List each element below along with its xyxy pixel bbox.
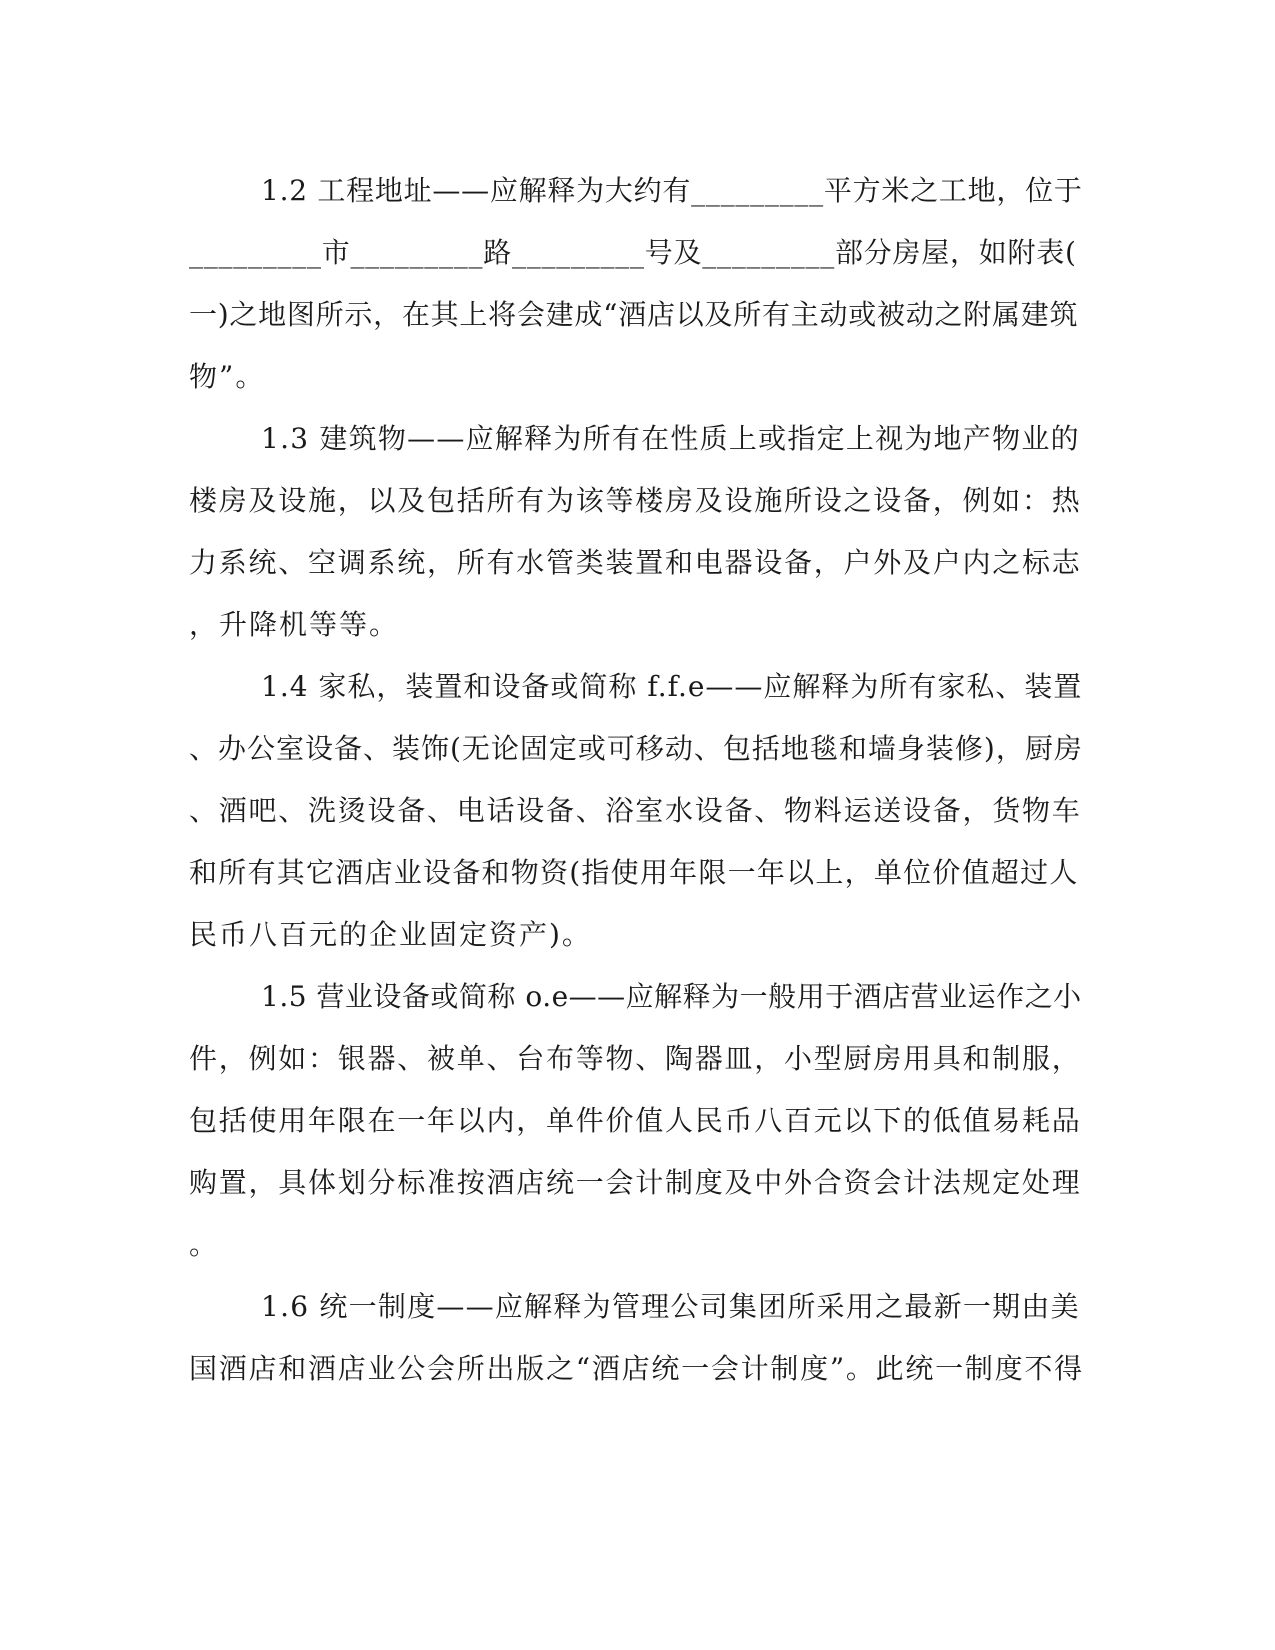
paragraph-line: _________市_________路_________号及_________部分房屋，如附表(: [189, 236, 1077, 269]
paragraph-start-line: 1.4 家私，装置和设备或简称 f.f.e——应解释为所有家私、装置: [261, 670, 1083, 703]
paragraph-line: 力系统、空调系统，所有水管类装置和电器设备，户外及户内之标志: [189, 546, 1082, 579]
paragraph-line: 购置，具体划分标准按酒店统一会计制度及中外合资会计法规定处理: [189, 1166, 1082, 1199]
paragraph-line: 物”。: [189, 360, 266, 393]
paragraph-start-line: 1.3 建筑物——应解释为所有在性质上或指定上视为地产物业的: [261, 422, 1080, 455]
paragraph-line: 楼房及设施，以及包括所有为该等楼房及设施所设之设备，例如：热: [189, 484, 1082, 517]
paragraph-line: 民币八百元的企业固定资产)。: [189, 918, 592, 951]
paragraph-start-line: 1.2 工程地址——应解释为大约有_________平方米之工地，位于: [261, 174, 1083, 207]
paragraph-line: 件，例如：银器、被单、台布等物、陶器皿，小型厨房用具和制服，: [189, 1042, 1082, 1075]
paragraph-line: 包括使用年限在一年以内，单件价值人民币八百元以下的低值易耗品: [189, 1104, 1082, 1137]
paragraph-line: 国酒店和酒店业公会所出版之“酒店统一会计制度”。此统一制度不得: [189, 1352, 1084, 1385]
paragraph-line: ，升降机等等。: [189, 608, 400, 641]
paragraph-line: 、酒吧、洗烫设备、电话设备、浴室水设备、物料运送设备，货物车: [189, 794, 1082, 827]
paragraph-line: 、办公室设备、装饰(无论固定或可移动、包括地毯和墙身装修)，厨房: [189, 732, 1083, 765]
paragraph-line: 。: [189, 1228, 220, 1261]
paragraph-start-line: 1.6 统一制度——应解释为管理公司集团所采用之最新一期由美: [261, 1290, 1080, 1323]
paragraph-line: 一)之地图所示，在其上将会建成“酒店以及所有主动或被动之附属建筑: [189, 298, 1079, 331]
paragraph-start-line: 1.5 营业设备或简称 o.e——应解释为一般用于酒店营业运作之小: [261, 980, 1082, 1013]
paragraph-line: 和所有其它酒店业设备和物资(指使用年限一年以上，单位价值超过人: [189, 856, 1079, 889]
document-body: [189, 160, 1084, 1400]
